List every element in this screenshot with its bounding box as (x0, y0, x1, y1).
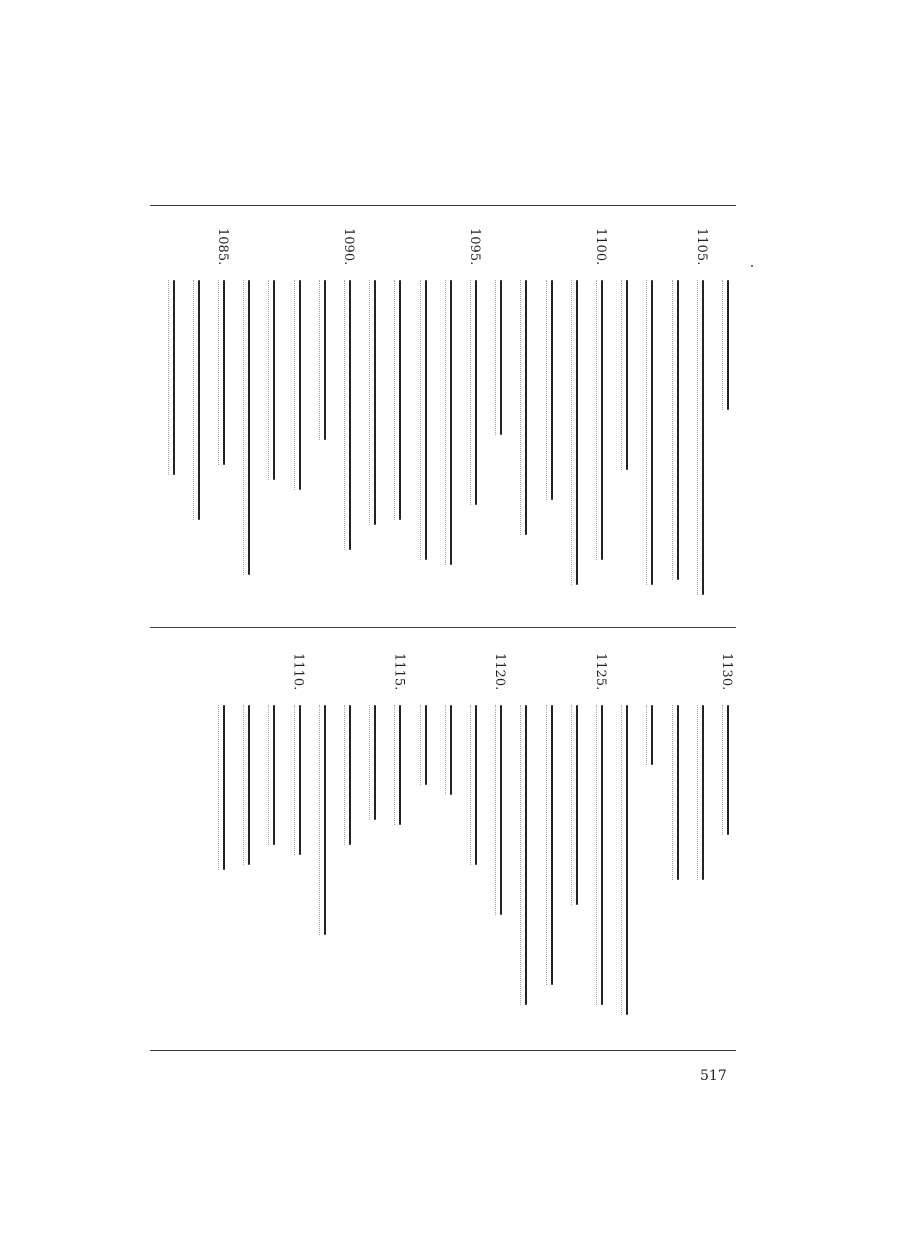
text-column (513, 705, 539, 1015)
text-column (413, 705, 439, 795)
script-line (223, 705, 225, 870)
line-number: 1125. (593, 653, 608, 691)
text-column (211, 705, 237, 880)
script-line (273, 705, 275, 845)
text-column (690, 280, 716, 605)
script-line (349, 705, 351, 845)
text-column (665, 280, 691, 590)
text-column (387, 280, 413, 530)
text-column (589, 280, 615, 570)
script-line (702, 705, 704, 880)
script-line (500, 705, 502, 915)
line-number: 1100. (593, 228, 608, 266)
line-number: 1105. (693, 228, 709, 266)
text-column (488, 280, 514, 445)
stray-mark (751, 265, 753, 267)
line-number: 1110. (290, 653, 306, 691)
script-line (299, 705, 301, 855)
text-column (614, 705, 640, 1025)
script-line (651, 705, 653, 765)
text-column (337, 280, 363, 560)
script-line (702, 280, 704, 595)
script-line (475, 705, 477, 865)
script-line (475, 280, 477, 505)
text-column (488, 705, 514, 925)
text-column (362, 280, 388, 535)
script-line (324, 705, 326, 935)
script-line (450, 705, 452, 795)
script-line (601, 705, 603, 1005)
text-column (261, 280, 287, 490)
text-column (362, 705, 388, 830)
text-column (715, 280, 741, 420)
line-number: 1095. (467, 228, 482, 266)
text-column (236, 705, 262, 875)
script-line (399, 705, 401, 825)
text-column (312, 280, 338, 450)
script-line (626, 705, 628, 1015)
text-column (463, 705, 489, 875)
text-column (186, 280, 212, 530)
script-line (576, 280, 578, 585)
text-column (337, 705, 363, 855)
text-column (715, 705, 741, 845)
script-line (525, 280, 527, 535)
text-column (513, 280, 539, 545)
script-line (374, 705, 376, 820)
script-line (500, 280, 502, 435)
script-line (551, 280, 553, 500)
script-line (727, 705, 729, 835)
script-line (425, 705, 427, 785)
line-number: 1130. (719, 653, 734, 691)
text-column (463, 280, 489, 515)
script-line (727, 280, 729, 410)
text-column (211, 280, 237, 475)
script-line (374, 280, 376, 525)
script-line (450, 280, 452, 565)
text-column (564, 280, 590, 595)
text-column (438, 280, 464, 575)
text-column (261, 705, 287, 855)
text-column (161, 280, 187, 485)
script-line (324, 280, 326, 440)
script-line (425, 280, 427, 560)
text-column (589, 705, 615, 1015)
text-column (387, 705, 413, 835)
text-column (438, 705, 464, 805)
text-column (312, 705, 338, 945)
bottom-rule (150, 1050, 736, 1051)
top-rule (150, 205, 736, 206)
text-column (539, 705, 565, 995)
text-column (614, 280, 640, 480)
script-line (299, 280, 301, 490)
text-column (639, 705, 665, 775)
script-line (248, 705, 250, 865)
script-line (651, 280, 653, 585)
script-line (525, 705, 527, 1005)
text-column (690, 705, 716, 890)
script-line (576, 705, 578, 905)
page-number: 517 (700, 1068, 727, 1084)
script-line (248, 280, 250, 575)
script-line (601, 280, 603, 560)
text-column (287, 705, 313, 865)
text-column (413, 280, 439, 570)
middle-rule (150, 627, 736, 628)
script-line (198, 280, 200, 520)
script-line (551, 705, 553, 985)
text-column (236, 280, 262, 585)
script-line (626, 280, 628, 470)
script-line (677, 705, 679, 880)
script-line (173, 280, 175, 475)
script-line (223, 280, 225, 465)
text-column (564, 705, 590, 915)
text-column (287, 280, 313, 500)
line-number: 1090. (341, 228, 356, 266)
script-line (349, 280, 351, 550)
script-line (399, 280, 401, 520)
line-number: 1115. (391, 653, 407, 691)
text-column (639, 280, 665, 595)
text-column (665, 705, 691, 890)
text-column (539, 280, 565, 510)
script-line (677, 280, 679, 580)
line-number: 1085. (215, 228, 230, 266)
script-line (273, 280, 275, 480)
line-number: 1120. (492, 653, 508, 691)
